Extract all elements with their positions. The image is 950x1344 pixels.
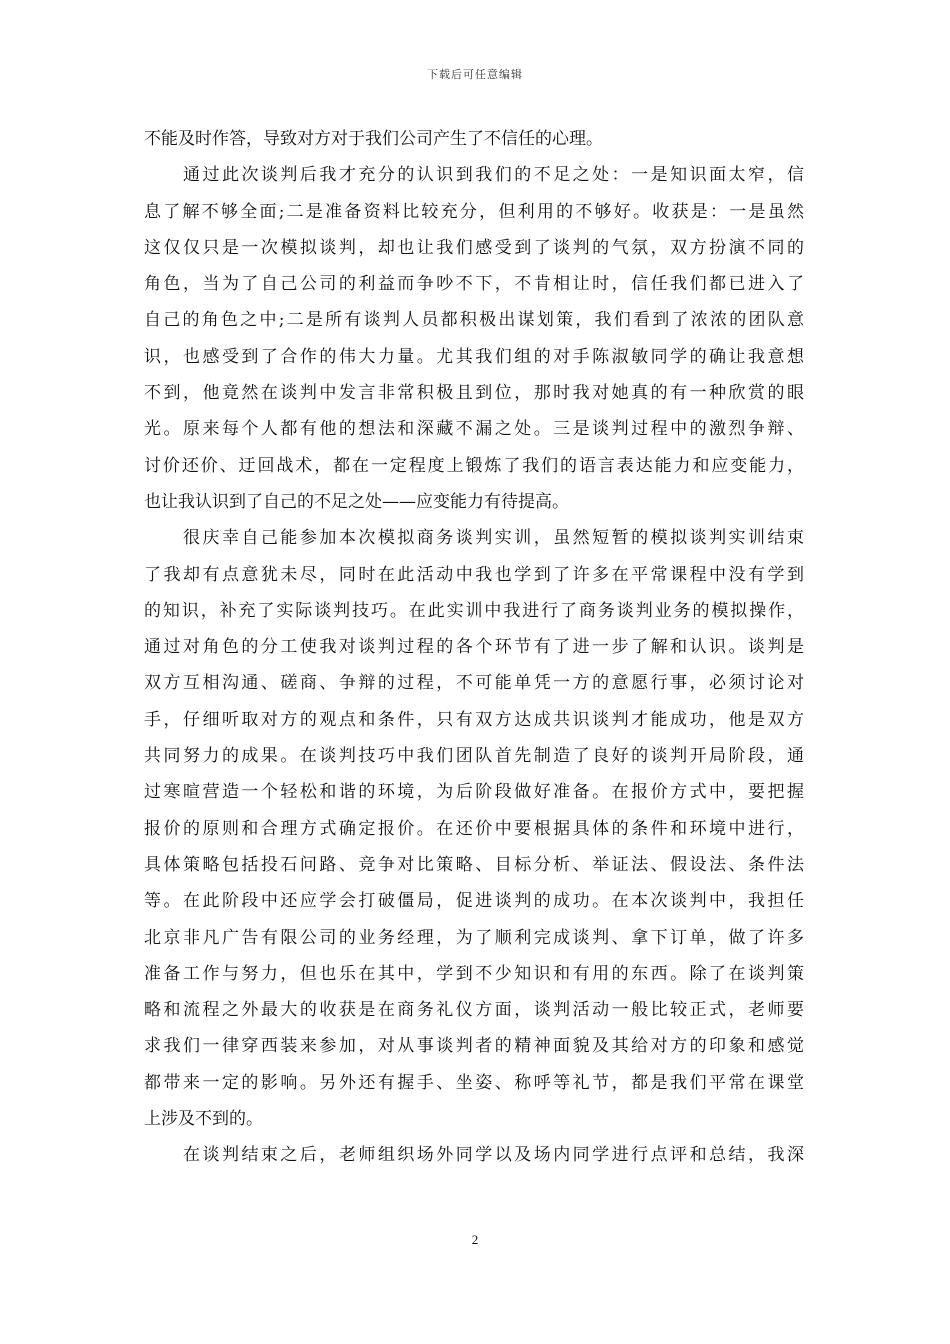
text-line: 手，仔细听取对方的观点和条件，只有双方达成共识谈判才能成功，他是双方 <box>144 709 804 730</box>
page-number: 2 <box>471 1232 479 1247</box>
text-line: 北京非凡广告有限公司的业务经理，为了顺利完成谈判、拿下订单，做了许多 <box>144 927 804 948</box>
text-line: 具体策略包括投石问路、竞争对比策略、目标分析、举证法、假设法、条件法 <box>144 854 804 875</box>
text-line: 上涉及不到的。 <box>144 1109 263 1130</box>
paragraph-post-negotiation <box>144 1137 804 1173</box>
text-line: 等。在此阶段中还应学会打破僵局，促进谈判的成功。在本次谈判中，我担任 <box>144 891 804 912</box>
text-line: 共同努力的成果。在谈判技巧中我们团队首先制造了良好的谈判开局阶段，通 <box>144 746 804 767</box>
text-line: 过寒暄营造一个轻松和谐的环境，为后阶段做好准备。在报价方式中，要把握 <box>144 782 804 803</box>
body-text <box>144 121 804 1174</box>
text-line: 息了解不够全面;二是准备资料比较充分，但利用的不够好。收获是：一是虽然 <box>144 201 804 222</box>
paragraph-continuation <box>144 121 804 157</box>
text-line: 这仅仅只是一次模拟谈判，却也让我们感受到了谈判的气氛，双方扮演不同的 <box>144 237 804 258</box>
text-line: 都带来一定的影响。另外还有握手、坐姿、称呼等礼节，都是我们平常在课堂 <box>144 1072 804 1093</box>
text-line: 报价的原则和合理方式确定报价。在还价中要根据具体的条件和环境中进行， <box>144 818 804 839</box>
text-line: 很庆幸自己能参加本次模拟商务谈判实训，虽然短暂的模拟谈判实训结束 <box>183 528 804 549</box>
paragraph-negotiation-reflection <box>144 157 804 520</box>
text-line: 光。原来每个人都有他的想法和深藏不漏之处。三是谈判过程中的激烈争辩、 <box>144 419 804 440</box>
text-line: 双方互相沟通、磋商、争辩的过程，不可能单凭一方的意愿行事，必须讨论对 <box>144 673 804 694</box>
text-line: 的知识，补充了实际谈判技巧。在此实训中我进行了商务谈判业务的模拟操作， <box>144 600 804 621</box>
text-line: 角色，当为了自己公司的利益而争吵不下，不肯相让时，信任我们都已进入了 <box>144 274 804 295</box>
text-line: 在谈判结束之后，老师组织场外同学以及场内同学进行点评和总结，我深 <box>183 1145 804 1166</box>
page-header: 下载后可任意编辑 <box>427 68 523 81</box>
text-line: 也让我认识到了自己的不足之处——应变能力有待提高。 <box>144 491 569 512</box>
text-line: 不能及时作答，导致对方对于我们公司产生了不信任的心理。 <box>144 129 603 149</box>
text-line: 不到，他竟然在谈判中发言非常积极且到位，那时我对她真的有一种欣赏的眼 <box>144 383 804 404</box>
paragraph-training-gains <box>144 520 804 1137</box>
text-line: 讨价还价、迂回战术，都在一定程度上锻炼了我们的语言表达能力和应变能力， <box>144 455 804 476</box>
text-line: 识，也感受到了合作的伟大力量。尤其我们组的对手陈淑敏同学的确让我意想 <box>144 346 804 367</box>
text-line: 了我却有点意犹未尽，同时在此活动中我也学到了许多在平常课程中没有学到 <box>144 564 804 585</box>
text-line: 通过对角色的分工使我对谈判过程的各个环节有了进一步了解和认识。谈判是 <box>144 637 804 658</box>
text-line: 通过此次谈判后我才充分的认识到我们的不足之处：一是知识面太窄，信 <box>183 165 804 186</box>
text-line: 求我们一律穿西装来参加，对从事谈判者的精神面貌及其给对方的印象和感觉 <box>144 1036 804 1057</box>
text-line: 准备工作与努力，但也乐在其中，学到不少知识和有用的东西。除了在谈判策 <box>144 963 804 984</box>
text-line: 自己的角色之中;二是所有谈判人员都积极出谋划策，我们看到了浓浓的团队意 <box>144 310 804 331</box>
text-line: 略和流程之外最大的收获是在商务礼仪方面，谈判活动一般比较正式，老师要 <box>144 1000 804 1021</box>
